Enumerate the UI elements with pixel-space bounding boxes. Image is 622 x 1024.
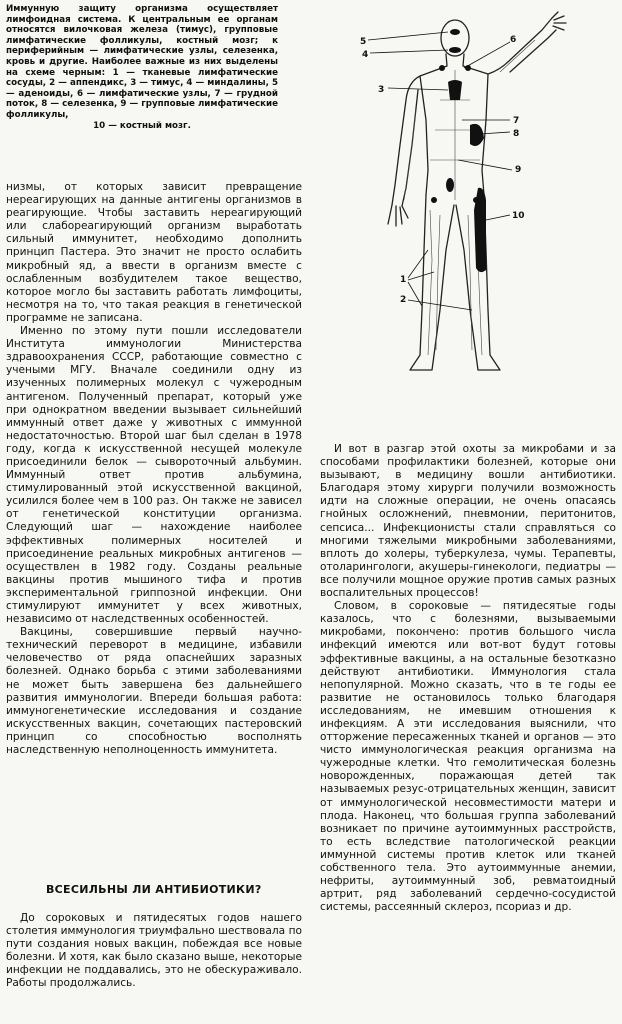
human-body-outline [388, 12, 566, 370]
label-2: 2 [400, 295, 407, 305]
lymph-node [473, 197, 479, 203]
label-10: 10 [512, 211, 525, 221]
paragraph: До сороковых и пятидесятых годов нашего столетия иммунология триумфально шествовала по пути создания новых вакцин, побеждая все новые болезни. И хотя, как было сказано выше, некоторые инфекции не поддавались, это не обескураживало. Работы продолжались. [6, 912, 302, 990]
label-4: 4 [362, 50, 369, 60]
lymph-node [439, 65, 445, 71]
label-5: 5 [360, 37, 367, 47]
body-diagram [360, 10, 622, 380]
label-8: 8 [513, 129, 520, 139]
right-column-text [320, 443, 616, 914]
label-7: 7 [513, 116, 520, 126]
appendix [446, 178, 454, 192]
paragraph: низмы, от которых зависит превращение нереагирующих на данные антигены организмов в реагирующие. Чтобы заставить нереагирующий или слабореагирующий организм выработать сильный иммунитет, необходимо дополнить принцип Пастера. Это значит не просто ослабить микробный яд, а ввести в организм вместе с ослабленным возбудителем такое вещество, которое могло бы заставить работать лимфоциты, несмотря на то, что такая реакция в генетической программе не записана. [6, 181, 302, 324]
section-heading: ВСЕСИЛЬНЫ ЛИ АНТИБИОТИКИ? [46, 883, 262, 896]
adenoids [450, 29, 460, 35]
label-9: 9 [515, 165, 522, 175]
paragraph: И вот в разгар этой охоты за микробами и за способами профилактики болезней, которые они вызывают, в медицину вошли антибиотики. Благодаря этому хирурги получили возможность идти на сложные операции, не очень опасаясь гнойных осложнений, пневмонии, перитонитов, сепсиса... Инфекционисты стали справляться со многими тяжелыми микробными заболеваниями, вплоть до холеры, туберкулеза, чумы. Терапевты, отоларингологи, акушеры-гинекологи, педиатры — все получили мощное оружие против самых разных воспалительных процессов! [320, 443, 616, 600]
left-column-text [6, 181, 302, 757]
figure-caption-last-line: 10 — костный мозг. [93, 120, 191, 131]
figure-caption-text: Иммунную защиту организма осуществляет лимфоидная система. К центральным ее органам относятся вилочковая железа (тимус), групповые лимфатические фолликулы, костный мозг; к периферийным — лимфатические узлы, селезенка, кровь и другие. Наиболее важные из них выделены на схеме черным: 1 — тканевые лимфатические сосуды, 2 — аппендикс, 3 — тимус, 4 — миндалины, 5 — аденоиды, 6 — лимфатические узлы, 7 — грудной поток, 8 — селезенка, 9 — групповые лимфатические фолликулы, [6, 4, 278, 120]
label-3: 3 [378, 85, 385, 95]
lymphatic-system-figure [360, 10, 622, 380]
spleen [470, 124, 484, 146]
label-6: 6 [510, 35, 517, 45]
figure-labels [360, 35, 525, 305]
paragraph: Вакцины, совершившие первый научно-технический переворот в медицине, избавили человечество от ряда опаснейших заразных болезней. Однако борьба с этими заболеваниями не может быть завершена без дальнейшего развития иммунологии. Впереди большая работа: иммуногенетические исследования и создание искусственных вакцин, сочетающих пастеровский принцип со способностью восполнять наследственную неполноценность иммунитета. [6, 626, 302, 757]
label-1: 1 [400, 275, 407, 285]
figure-caption [6, 4, 278, 131]
paragraph: Словом, в сороковые — пятидесятые годы казалось, что с болезнями, вызываемыми микробами, покончено: против большого числа инфекций имеются или вот-вот будут готовы эффективные вакцины, а на остальные безотказно действуют антибиотики. Иммунология стала непопулярной. Можно сказать, что в те годы ее развитие не остановилось только благодаря исследованиям, не имевшим отношения к инфекциям. А эти исследования выяснили, что отторжение пересаженных тканей и органов — это чисто иммунологическая реакция организма на чужеродные клетки. Что гемолитическая болезнь новорожденных, поражающая детей так называемых резус-отрицательных женщин, зависит от иммунологической несовместимости матери и плода. Наконец, что большая группа заболеваний возникает по причине аутоиммунных расстройств, то есть вследствие патологической реакции иммунной системы против клеток или тканей собственного тела. Это аутоиммунные анемии, нефриты, аутоиммунный зоб, ревматоидный артрит, ряд заболеваний сердечно-сосудистой системы, рассеянный склероз, псориаз и др. [320, 600, 616, 914]
thymus [448, 80, 462, 100]
section-text [6, 912, 302, 991]
paragraph: Именно по этому пути пошли исследователи Института иммунологии Министерства здравоохранения СССР, работающие совместно с учеными МГУ. Вначале соединили одну из изученных полимерных молекул с чужеродным антигеном. Полученный препарат, который уже при однократном введении вызывает сильнейший иммунный ответ даже у животных с иммунной недостаточностью. Второй шаг был сделан в 1978 году, когда к искусственной несущей молекуле присоединили белок — сывороточный альбумин. Иммунный ответ против альбумина, стимулированный этой искусственной вакциной, усилился более чем в 100 раз. Он также не зависел от генетической конституции организма. Следующий шаг — нахождение наиболее эффективных полимерных носителей и присоединение реальных микробных антигенов — осуществлен в 1982 году. Созданы реальные вакцины против мышиного тифа и против экспериментальной гриппозной инфекции. Они стимулируют иммунитет у всех животных, независимо от наследственных особенностей. [6, 325, 302, 626]
tonsils [449, 47, 461, 53]
lymph-node [431, 197, 437, 203]
